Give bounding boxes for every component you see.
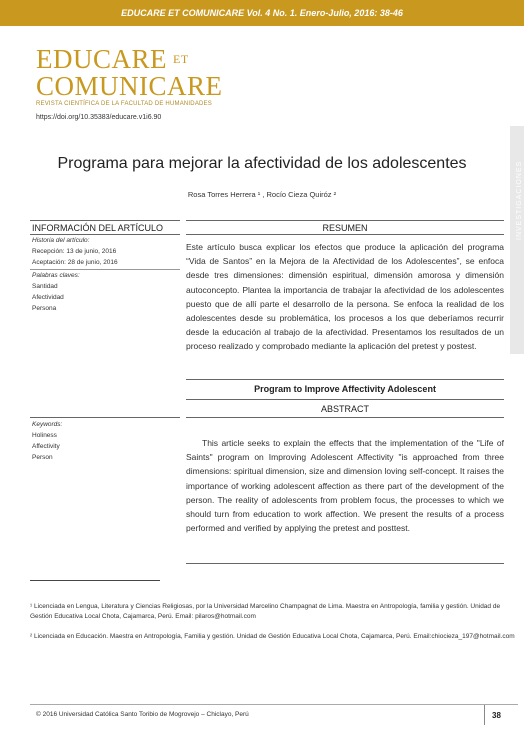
footnote-1: ¹ Licenciada en Lengua, Literatura y Ciencias Religiosas, por la Universidad Marcelino Champagnat de Lima. Maestra en Antropología, familia y gestión. Unidad de Gestión Educativa Local Chota, Cajamarca, Perú. Email: pilaros@hotmail.com: [30, 603, 501, 620]
keyword-item: Persona: [32, 305, 57, 312]
divider: [186, 417, 504, 418]
info-heading: INFORMACIÓN DEL ARTÍCULO: [32, 223, 164, 233]
logo-educare: EDUCARE: [36, 44, 167, 74]
copyright: © 2016 Universidad Católica Santo Toribio de Mogrovejo – Chiclayo, Perú: [36, 711, 249, 718]
footnote-2: ² Licenciada en Educación. Maestra en Antropología, Familia y gestión. Unidad de Gestión Educativa Local Chota, Cajamarca, Perú. Email:chiocieza_197@hotmail.com: [30, 633, 515, 640]
history-label: Historia del artículo:: [32, 237, 90, 244]
keywords-label: Palabras claves:: [32, 272, 80, 279]
en-keyword-item: Affectivity: [32, 443, 60, 450]
footer-separator: [484, 705, 485, 725]
accepted-date: Aceptación: 28 de junio, 2016: [32, 259, 118, 266]
divider: [30, 269, 180, 270]
article-authors: Rosa Torres Herrera ¹ , Rocío Cieza Quiróz ²: [187, 190, 337, 199]
footer-rule: [30, 704, 518, 705]
en-keyword-item: Person: [32, 454, 53, 461]
running-title: EDUCARE ET COMUNICARE Vol. 4 No. 1. Enero-Julio, 2016: 38-46: [121, 8, 403, 18]
divider: [186, 220, 504, 221]
resumen-heading: RESUMEN: [322, 223, 368, 233]
resumen-text: Este artículo busca explicar los efectos que produce la aplicación del programa “Vida de Santos” en la Mejora de la Afectividad de los Adolescentes”, se enfoca desde tres dimensiones: dimensión espiritual, dimensión amorosa y dimensión autoconcepto. Plantea la importancia de trabajar la afectividad de los adolescentes puesto que de allí parte el desarrollo de la persona. Se enfoca la realidad de los adolescentes desde su problemática, los procesos a los que deberíamos recurrir desde la educación al trabajo de la afectividad. Presentamos los resultados de un proceso realizado y comprobado mediante la aplicación del pretest y postest.: [186, 242, 504, 352]
keyword-item: Santidad: [32, 283, 58, 290]
abstract-text: This article seeks to explain the effects that the implementation of the "Life of Saints" program on Improving Adolescent Affectivity "is approached from three dimensions: spiritual dimension, size and dimension loving self-concept. It raises the importance of working adolescent affection as there part of the development of the person. The reality of adolescents from problem focus, the processes to which we should turn from education to work affection. We present the results of a process performed and verified by applying the pretest and posttest.: [186, 438, 504, 534]
divider: [186, 234, 504, 235]
page-number: 38: [492, 711, 501, 720]
doi-link[interactable]: https://doi.org/10.35383/educare.v1i6.90: [36, 114, 162, 121]
journal-subtitle: REVISTA CIENTÍFICA DE LA FACULTAD DE HUMANIDADES: [36, 101, 212, 107]
abstract-heading: ABSTRACT: [320, 404, 369, 414]
divider: [186, 379, 504, 380]
article-title: Programa para mejorar la afectividad de los adolescentes: [57, 155, 467, 172]
en-keywords-label: Keywords:: [32, 421, 63, 428]
divider: [30, 417, 180, 418]
en-keyword-item: Holiness: [32, 432, 57, 439]
side-tab-label: INVESTIGACIONES: [516, 160, 523, 240]
divider: [186, 399, 504, 400]
divider: [186, 563, 504, 564]
keyword-item: Afectividad: [32, 294, 64, 301]
footnote-rule: [30, 580, 160, 581]
divider: [30, 220, 180, 221]
logo-et: ET: [173, 52, 189, 66]
english-title: Program to Improve Affectivity Adolescent: [254, 384, 436, 394]
divider: [30, 234, 180, 235]
received-date: Recepción: 13 de junio, 2016: [32, 248, 117, 255]
journal-logo-line2: COMUNICARE: [36, 71, 223, 101]
journal-logo-line1: [36, 46, 189, 73]
